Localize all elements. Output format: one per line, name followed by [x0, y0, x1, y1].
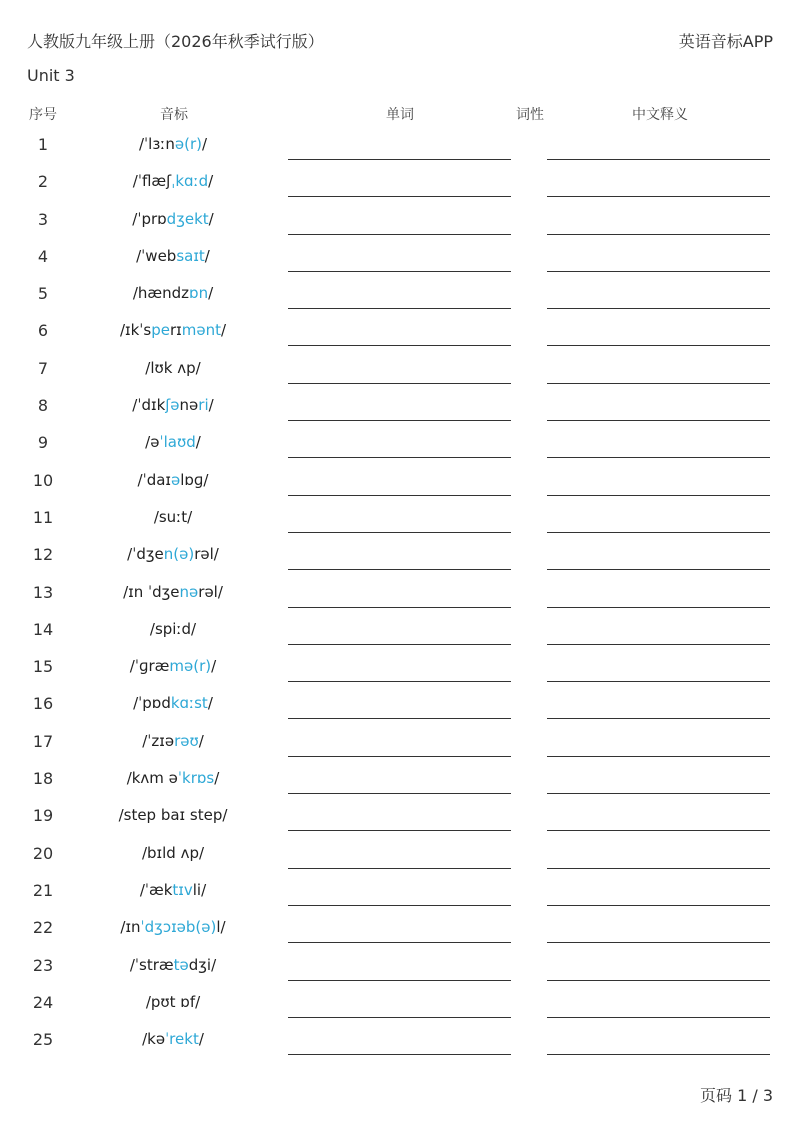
meaning-answer-line[interactable]: [547, 569, 770, 570]
page-number: 页码 1 / 3: [699, 1086, 773, 1105]
phonetic-segment: /ɪkˈs: [119, 321, 152, 340]
phonetic-transcription: [73, 918, 273, 936]
column-header-part-of-speech: 词性: [516, 107, 544, 123]
phonetic-segment: /: [220, 321, 227, 340]
phonetic-transcription: [73, 806, 273, 824]
word-answer-line[interactable]: [288, 1054, 511, 1055]
phonetic-transcription: [73, 321, 273, 339]
phonetic-transcription: [73, 583, 273, 601]
phonetic-segment: /ˈstræ: [129, 955, 174, 974]
phonetic-segment: /hændz: [132, 284, 190, 303]
word-answer-line[interactable]: [288, 607, 511, 608]
phonetic-highlight: kɑːst: [170, 694, 208, 713]
meaning-answer-line[interactable]: [547, 607, 770, 608]
row-number: 24: [32, 992, 54, 1012]
phonetic-highlight: saɪt: [176, 246, 205, 265]
phonetic-segment: /ˈæk: [139, 880, 173, 899]
phonetic-transcription: [73, 359, 273, 377]
column-header-number: 序号: [29, 107, 57, 123]
phonetic-highlight: nə: [179, 582, 199, 601]
word-answer-line[interactable]: [288, 345, 511, 346]
phonetic-segment: /: [207, 694, 213, 713]
phonetic-segment: /ˈdɪk: [132, 396, 166, 415]
table-row: [0, 387, 800, 424]
table-row: [0, 723, 800, 760]
vocabulary-list: [0, 126, 800, 1058]
phonetic-segment: /ˈlɜːn: [138, 135, 175, 153]
phonetic-highlight: ə(r): [174, 135, 202, 153]
meaning-answer-line[interactable]: [547, 756, 770, 757]
phonetic-segment: /bɪld ʌp/: [141, 843, 205, 862]
word-answer-line[interactable]: [288, 308, 511, 309]
table-row: [0, 126, 800, 163]
phonetic-segment: rəl/: [194, 545, 219, 564]
phonetic-transcription: [73, 284, 273, 302]
word-answer-line[interactable]: [288, 495, 511, 496]
word-answer-line[interactable]: [288, 420, 511, 421]
phonetic-segment: /ˈpɒd: [133, 694, 171, 713]
phonetic-transcription: [73, 210, 273, 228]
meaning-answer-line[interactable]: [547, 1054, 770, 1055]
row-number: 2: [37, 172, 49, 192]
table-row: [0, 984, 800, 1021]
word-answer-line[interactable]: [288, 196, 511, 197]
meaning-answer-line[interactable]: [547, 495, 770, 496]
phonetic-transcription: [73, 694, 273, 712]
table-row: [0, 574, 800, 611]
row-number: 18: [32, 769, 54, 789]
phonetic-segment: /kə: [142, 1030, 166, 1049]
phonetic-transcription: [73, 844, 273, 862]
phonetic-segment: /pʊt ɒf/: [145, 992, 201, 1011]
phonetic-highlight: rəʊ: [174, 731, 199, 750]
table-row: [0, 275, 800, 312]
meaning-answer-line[interactable]: [547, 383, 770, 384]
row-number: 21: [32, 880, 54, 900]
phonetic-segment: /ˈdaɪ: [137, 470, 171, 489]
phonetic-segment: li/: [192, 880, 207, 899]
word-answer-line[interactable]: [288, 1017, 511, 1018]
phonetic-transcription: [73, 881, 273, 899]
word-answer-line[interactable]: [288, 644, 511, 645]
table-row: [0, 611, 800, 648]
phonetic-highlight: ə: [170, 470, 181, 489]
row-number: 10: [32, 470, 54, 490]
meaning-answer-line[interactable]: [547, 868, 770, 869]
row-number: 6: [37, 321, 49, 341]
phonetic-transcription: [73, 769, 273, 787]
table-row: [0, 312, 800, 349]
phonetic-transcription: [73, 247, 273, 265]
meaning-answer-line[interactable]: [547, 644, 770, 645]
phonetic-segment: /: [195, 433, 201, 452]
table-row: [0, 947, 800, 984]
phonetic-highlight: ˈdʒɔɪə: [140, 918, 186, 937]
table-row: [0, 201, 800, 238]
phonetic-highlight: ˈkrɒs: [177, 769, 215, 788]
phonetic-highlight: ˈlaʊd: [159, 433, 196, 452]
phonetic-highlight: mə(r): [169, 657, 212, 676]
phonetic-transcription: [73, 433, 273, 451]
phonetic-segment: /ˈɡræ: [129, 657, 170, 676]
row-number: 13: [32, 582, 54, 602]
table-row: [0, 685, 800, 722]
phonetic-segment: /ˈdʒe: [127, 545, 164, 564]
meaning-answer-line[interactable]: [547, 830, 770, 831]
phonetic-transcription: [73, 620, 273, 638]
table-row: [0, 536, 800, 573]
phonetic-segment: /step baɪ step/: [118, 806, 228, 825]
row-number: 7: [37, 358, 49, 378]
phonetic-segment: /ˈflæʃ: [132, 172, 172, 191]
phonetic-highlight: ɒn: [189, 284, 209, 303]
meaning-answer-line[interactable]: [547, 196, 770, 197]
phonetic-transcription: [73, 956, 273, 974]
phonetic-highlight: pe: [151, 321, 170, 340]
phonetic-segment: l/: [216, 918, 226, 937]
table-row: [0, 462, 800, 499]
meaning-answer-line[interactable]: [547, 980, 770, 981]
phonetic-segment: dʒi/: [188, 955, 217, 974]
row-number: 25: [32, 1030, 54, 1050]
word-answer-line[interactable]: [288, 868, 511, 869]
phonetic-segment: /: [201, 135, 208, 153]
phonetic-segment: /ə: [145, 433, 160, 452]
phonetic-highlight: ri: [198, 396, 209, 415]
row-number: 8: [37, 396, 49, 416]
phonetic-transcription: [73, 135, 273, 153]
column-header-chinese-meaning: 中文释义: [632, 107, 688, 123]
word-answer-line[interactable]: [288, 942, 511, 943]
phonetic-highlight: ˌkɑːd: [171, 172, 209, 191]
brand-name: 英语音标APP: [678, 32, 773, 51]
table-row: [0, 872, 800, 909]
table-row: [0, 424, 800, 461]
phonetic-segment: /ˈzɪə: [142, 731, 175, 750]
phonetic-transcription: [73, 471, 273, 489]
phonetic-segment: /lʊk ʌp/: [145, 358, 201, 377]
phonetic-segment: /: [198, 1030, 204, 1049]
table-row: [0, 648, 800, 685]
word-answer-line[interactable]: [288, 234, 511, 235]
meaning-answer-line[interactable]: [547, 1017, 770, 1018]
word-answer-line[interactable]: [288, 271, 511, 272]
meaning-answer-line[interactable]: [547, 420, 770, 421]
table-row: [0, 238, 800, 275]
phonetic-highlight: mənt: [181, 321, 221, 340]
meaning-answer-line[interactable]: [547, 942, 770, 943]
phonetic-segment: /: [208, 396, 214, 415]
row-number: 20: [32, 843, 54, 863]
phonetic-transcription: [73, 396, 273, 414]
meaning-answer-line[interactable]: [547, 159, 770, 160]
unit-label: Unit 3: [27, 66, 75, 85]
meaning-answer-line[interactable]: [547, 905, 770, 906]
table-row: [0, 760, 800, 797]
word-answer-line[interactable]: [288, 756, 511, 757]
word-answer-line[interactable]: [288, 718, 511, 719]
column-header-word: 单词: [386, 107, 414, 123]
phonetic-highlight: tə: [173, 955, 189, 974]
phonetic-segment: /: [208, 172, 214, 191]
phonetic-segment: rəl/: [198, 582, 223, 601]
phonetic-segment: /: [211, 657, 217, 676]
word-answer-line[interactable]: [288, 569, 511, 570]
phonetic-transcription: [73, 993, 273, 1011]
phonetic-highlight: dʒekt: [166, 209, 209, 228]
row-number: 19: [32, 806, 54, 826]
table-row: [0, 797, 800, 834]
table-row: [0, 909, 800, 946]
phonetic-transcription: [73, 508, 273, 526]
row-number: 17: [32, 731, 54, 751]
phonetic-segment: /ˈweb: [136, 246, 177, 265]
table-row: [0, 835, 800, 872]
row-number: 22: [32, 918, 54, 938]
phonetic-transcription: [73, 172, 273, 190]
row-number: 3: [37, 209, 49, 229]
phonetic-segment: /ɪn ˈdʒe: [123, 582, 180, 601]
phonetic-transcription: [73, 1030, 273, 1048]
phonetic-segment: rɪ: [169, 321, 182, 340]
row-number: 5: [37, 284, 49, 304]
phonetic-transcription: [73, 657, 273, 675]
table-row: [0, 499, 800, 536]
phonetic-segment: /: [198, 731, 204, 750]
column-header-phonetic: 音标: [160, 107, 188, 123]
word-answer-line[interactable]: [288, 830, 511, 831]
phonetic-segment: /ɪn: [120, 918, 141, 937]
row-number: 15: [32, 657, 54, 677]
word-answer-line[interactable]: [288, 532, 511, 533]
word-answer-line[interactable]: [288, 383, 511, 384]
phonetic-highlight: ˈrekt: [165, 1030, 199, 1049]
word-answer-line[interactable]: [288, 159, 511, 160]
row-number: 1: [37, 135, 49, 154]
row-number: 16: [32, 694, 54, 714]
phonetic-segment: /: [208, 209, 214, 228]
meaning-answer-line[interactable]: [547, 718, 770, 719]
phonetic-segment: /ˈprɒ: [132, 209, 167, 228]
phonetic-segment: nə: [179, 396, 199, 415]
phonetic-transcription: [73, 732, 273, 750]
word-answer-line[interactable]: [288, 793, 511, 794]
meaning-answer-line[interactable]: [547, 271, 770, 272]
meaning-answer-line[interactable]: [547, 345, 770, 346]
phonetic-highlight: tɪv: [172, 880, 193, 899]
document-title: 人教版九年级上册（2026年秋季试行版）: [27, 32, 324, 51]
phonetic-highlight: ʃə: [165, 396, 180, 415]
table-row: [0, 163, 800, 200]
row-number: 4: [37, 246, 49, 266]
meaning-answer-line[interactable]: [547, 793, 770, 794]
row-number: 12: [32, 545, 54, 565]
phonetic-segment: lɒɡ/: [180, 470, 209, 489]
meaning-answer-line[interactable]: [547, 457, 770, 458]
phonetic-highlight: b(ə): [185, 918, 217, 937]
row-number: 11: [32, 507, 54, 527]
phonetic-segment: /: [214, 769, 220, 788]
row-number: 14: [32, 619, 54, 639]
phonetic-segment: /kʌm ə: [126, 769, 178, 788]
word-answer-line[interactable]: [288, 457, 511, 458]
meaning-answer-line[interactable]: [547, 532, 770, 533]
table-row: [0, 1021, 800, 1058]
phonetic-highlight: n(ə): [163, 545, 195, 564]
row-number: 23: [32, 955, 54, 975]
word-answer-line[interactable]: [288, 905, 511, 906]
word-answer-line[interactable]: [288, 980, 511, 981]
phonetic-segment: /spiːd/: [149, 619, 197, 638]
phonetic-transcription: [73, 545, 273, 563]
word-answer-line[interactable]: [288, 681, 511, 682]
meaning-answer-line[interactable]: [547, 308, 770, 309]
meaning-answer-line[interactable]: [547, 681, 770, 682]
row-number: 9: [37, 433, 49, 453]
phonetic-segment: /: [208, 284, 214, 303]
phonetic-segment: /suːt/: [153, 507, 193, 526]
phonetic-segment: /: [204, 246, 210, 265]
meaning-answer-line[interactable]: [547, 234, 770, 235]
table-row: [0, 350, 800, 387]
